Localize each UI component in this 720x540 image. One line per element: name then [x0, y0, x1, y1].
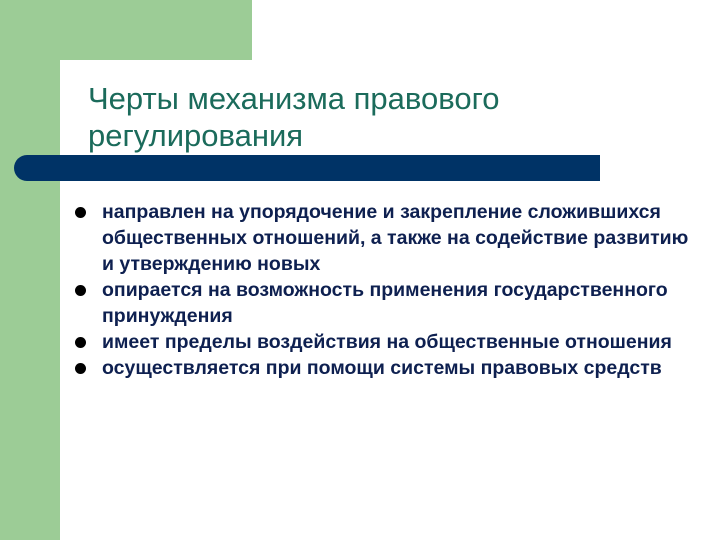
- bullet-item: [72, 277, 698, 329]
- bullet-item: [72, 329, 698, 355]
- bullet-dot-icon: [75, 337, 86, 348]
- bullet-item: [72, 355, 698, 381]
- bullet-dot-icon: [75, 207, 86, 218]
- bullet-text: опирается на возможность применения государственного принуждения: [102, 279, 668, 327]
- top-green-block: [0, 0, 252, 60]
- bullet-text: имеет пределы воздействия на общественные отношения: [102, 331, 672, 353]
- slide-title: Черты механизма правового регулирования: [88, 81, 500, 153]
- bullet-list: [72, 199, 698, 381]
- bullet-item: [72, 199, 698, 277]
- bullet-text: направлен на упорядочение и закрепление сложившихся общественных отношений, а также на содействие развитию и утверждению новых: [102, 201, 689, 275]
- bullet-dot-icon: [75, 285, 86, 296]
- left-green-strip: [0, 0, 60, 540]
- bullet-text: осуществляется при помощи системы правовых средств: [102, 357, 662, 379]
- title-divider-bar: [14, 155, 600, 181]
- bullet-dot-icon: [75, 363, 86, 374]
